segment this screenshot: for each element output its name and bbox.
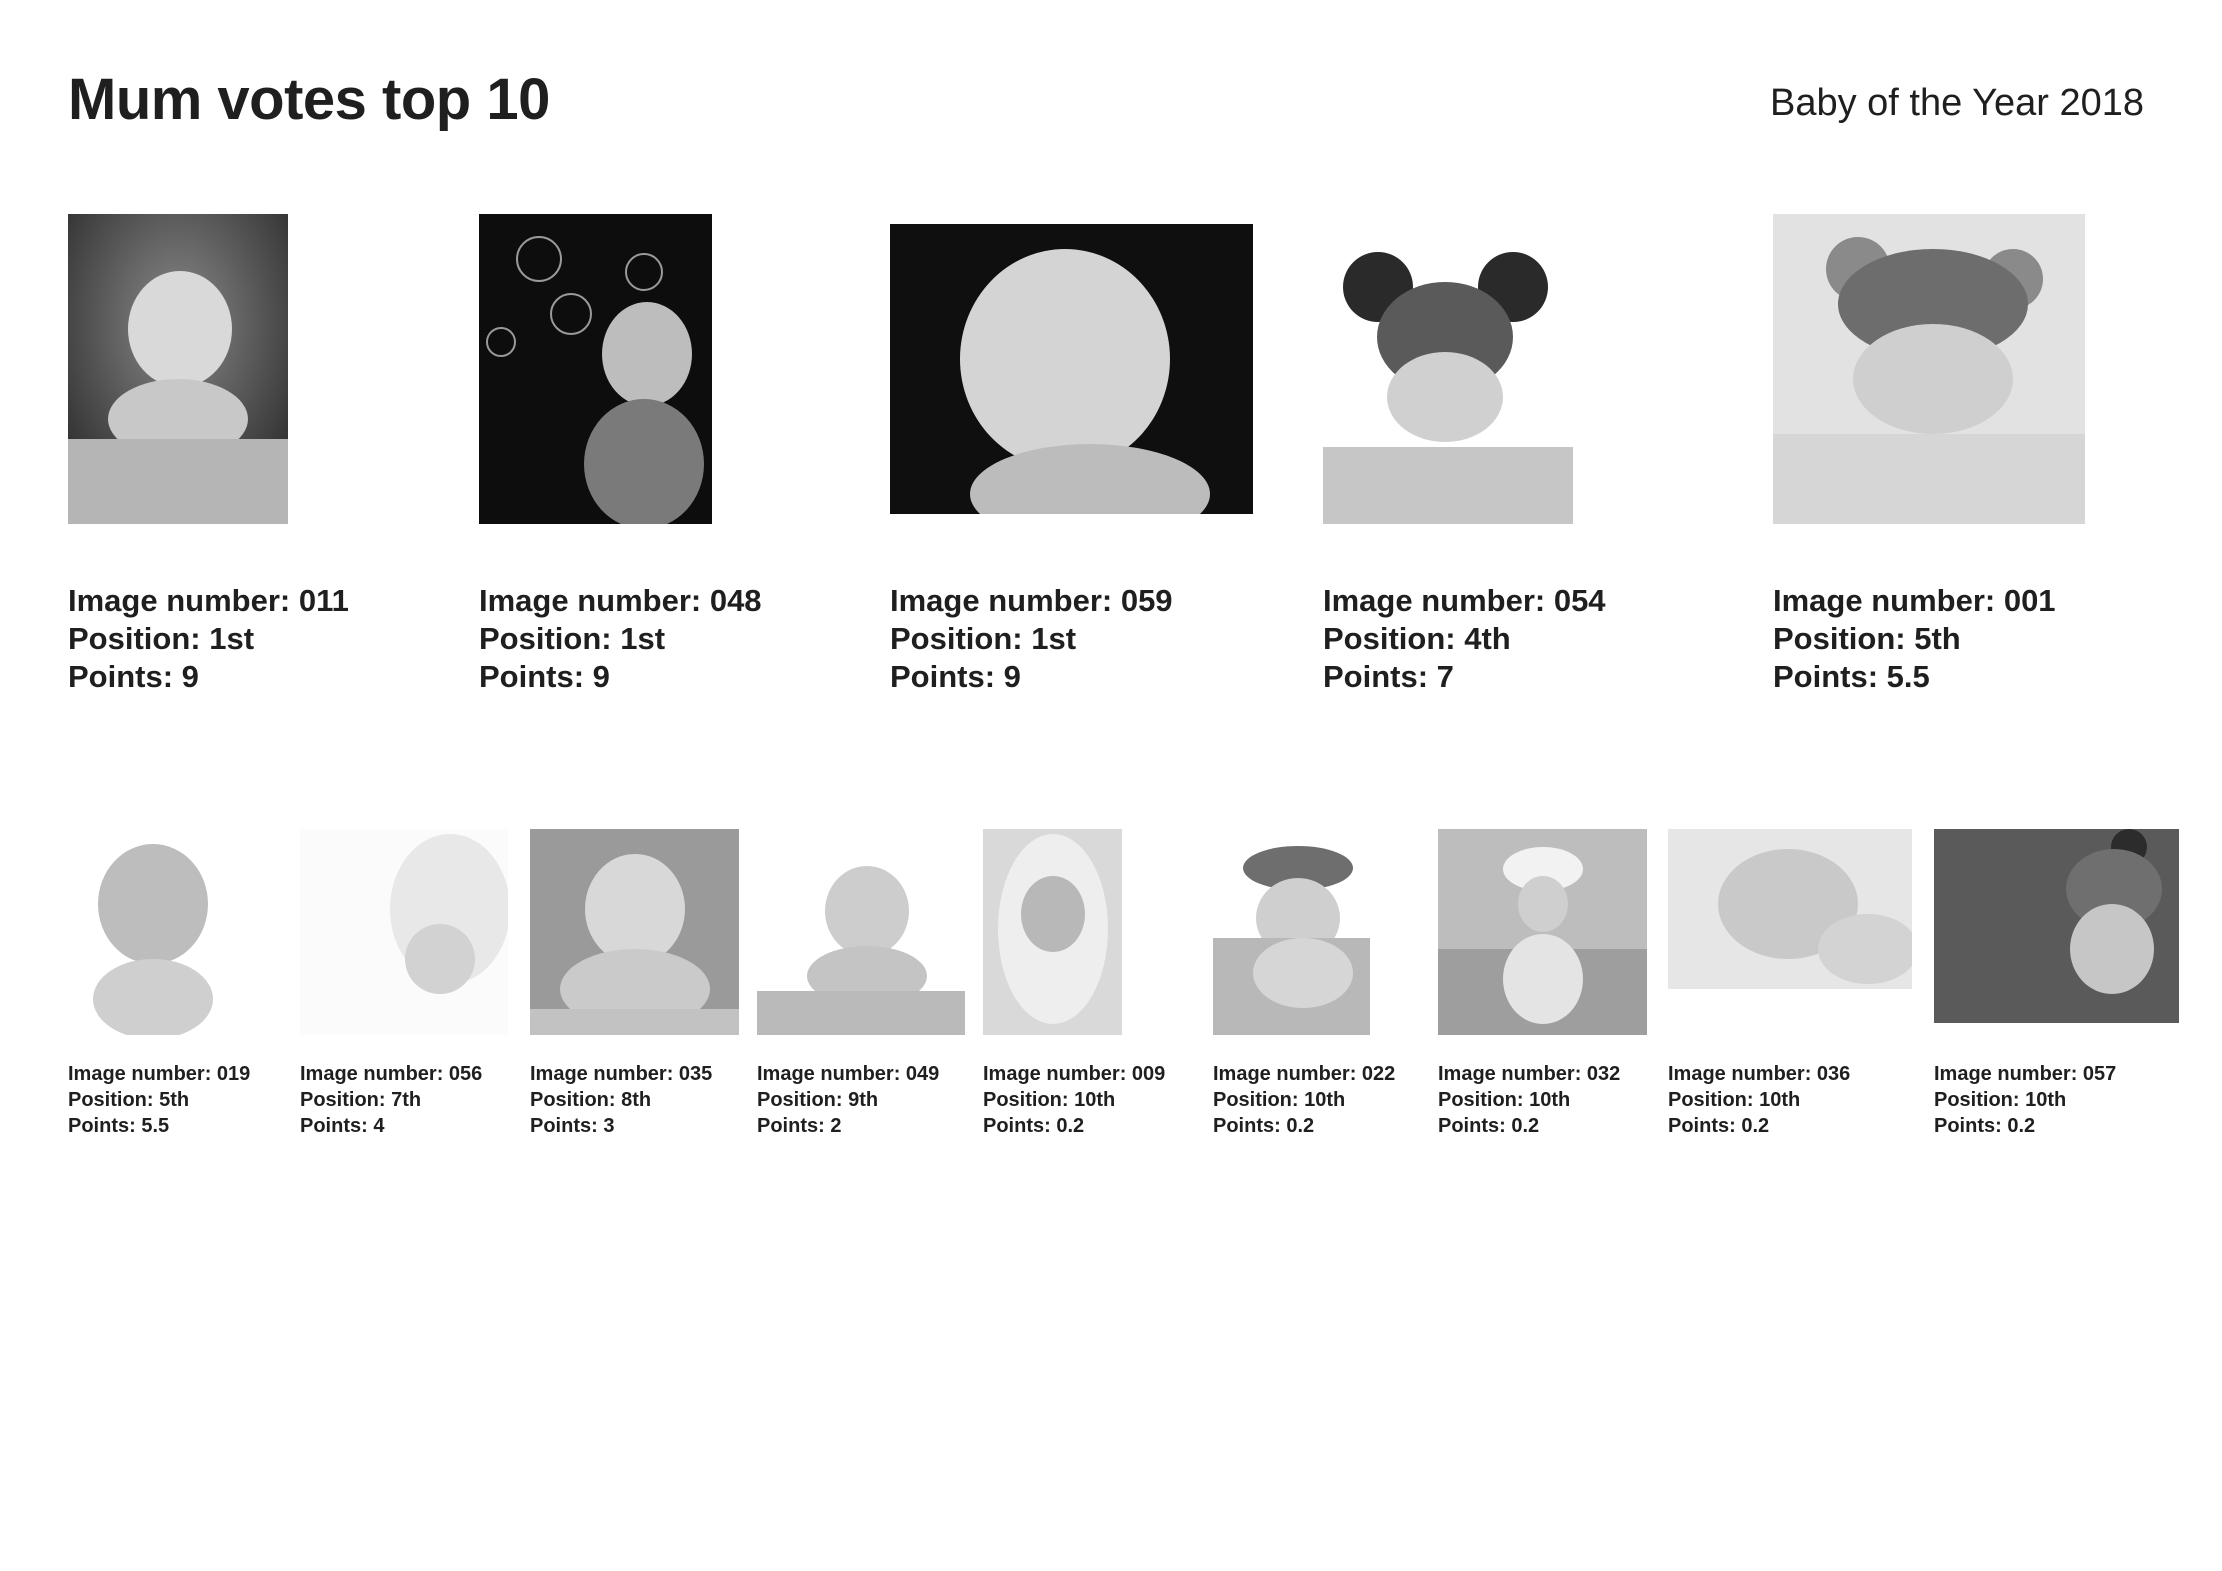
image-number: 011 [298,583,349,618]
position: 10th [1074,1089,1116,1111]
position: 10th [2025,1089,2067,1111]
position: 7th [391,1089,422,1111]
caption-011: Image number: 011 Position: 1st Points: 9 [68,583,349,694]
caption-032: Image number: 032 Position: 10th Points: 0.2 [1438,1063,1621,1137]
position: 1st [1031,621,1077,656]
image-number: 056 [448,1063,483,1085]
points: 9 [592,659,610,694]
position: 1st [209,621,255,656]
image-number: 059 [1120,583,1173,618]
caption-054: Image number: 054 Position: 4th Points: 7 [1323,583,1606,694]
position: 10th [1304,1089,1346,1111]
baby-photo-032[interactable] [1438,829,1647,1035]
caption-022: Image number: 022 Position: 10th Points: 0.2 [1213,1063,1396,1137]
image-number: 049 [905,1063,940,1085]
baby-photo-059[interactable] [890,224,1253,514]
points: 9 [1003,659,1021,694]
points: 5.5 [141,1115,170,1137]
image-number: 054 [1553,583,1606,618]
caption-019: Image number: 019 Position: 5th Points: 5.5 [68,1063,251,1137]
position: 4th [1464,621,1511,656]
points: 9 [181,659,199,694]
baby-photo-056[interactable] [300,829,508,1035]
points: 0.2 [1286,1115,1315,1137]
baby-photo-035[interactable] [530,829,739,1035]
baby-photo-022[interactable] [1213,838,1370,1035]
caption-059: Image number: 059 Position: 1st Points: 9 [890,583,1173,694]
caption-048: Image number: 048 Position: 1st Points: 9 [479,583,762,694]
points: 3 [603,1115,615,1137]
image-number: 019 [216,1063,251,1085]
position: 5th [159,1089,190,1111]
position: 8th [621,1089,652,1111]
position: 10th [1759,1089,1801,1111]
image-number: 048 [709,583,762,618]
baby-photo-019[interactable] [68,829,221,1035]
points: 5.5 [1886,659,1930,694]
points: 0.2 [1741,1115,1770,1137]
baby-photo-049[interactable] [757,846,965,1035]
baby-photo-057[interactable] [1934,829,2179,1023]
points: 2 [830,1115,842,1137]
caption-056: Image number: 056 Position: 7th Points: 4 [300,1063,483,1137]
points: 0.2 [1056,1115,1085,1137]
baby-photo-048[interactable] [479,214,712,524]
points: 4 [373,1115,385,1137]
points: 0.2 [1511,1115,1540,1137]
image-number: 032 [1586,1063,1621,1085]
caption-036: Image number: 036 Position: 10th Points: 0.2 [1668,1063,1851,1137]
position: 10th [1529,1089,1571,1111]
baby-photo-054[interactable] [1323,232,1573,524]
position: 9th [848,1089,879,1111]
image-number: 035 [678,1063,713,1085]
caption-049: Image number: 049 Position: 9th Points: 2 [757,1063,940,1137]
image-number: 036 [1816,1063,1851,1085]
baby-photo-009[interactable] [983,829,1122,1035]
caption-057: Image number: 057 Position: 10th Points: 0.2 [1934,1063,2117,1137]
points: 0.2 [2007,1115,2036,1137]
baby-photo-036[interactable] [1668,829,1912,989]
baby-photo-001[interactable] [1773,214,2085,524]
image-number: 001 [2003,583,2056,618]
position: 1st [620,621,666,656]
position: 5th [1914,621,1961,656]
page-subtitle: Baby of the Year 2018 [1770,82,2144,124]
caption-035: Image number: 035 Position: 8th Points: 3 [530,1063,713,1137]
points: 7 [1436,659,1454,694]
caption-009: Image number: 009 Position: 10th Points: 0.2 [983,1063,1166,1137]
image-number: 009 [1131,1063,1166,1085]
caption-001: Image number: 001 Position: 5th Points: 5.5 [1773,583,2056,694]
page-title: Mum votes top 10 [68,67,550,132]
image-number: 022 [1361,1063,1396,1085]
baby-photo-011[interactable] [68,214,288,524]
image-number: 057 [2082,1063,2117,1085]
